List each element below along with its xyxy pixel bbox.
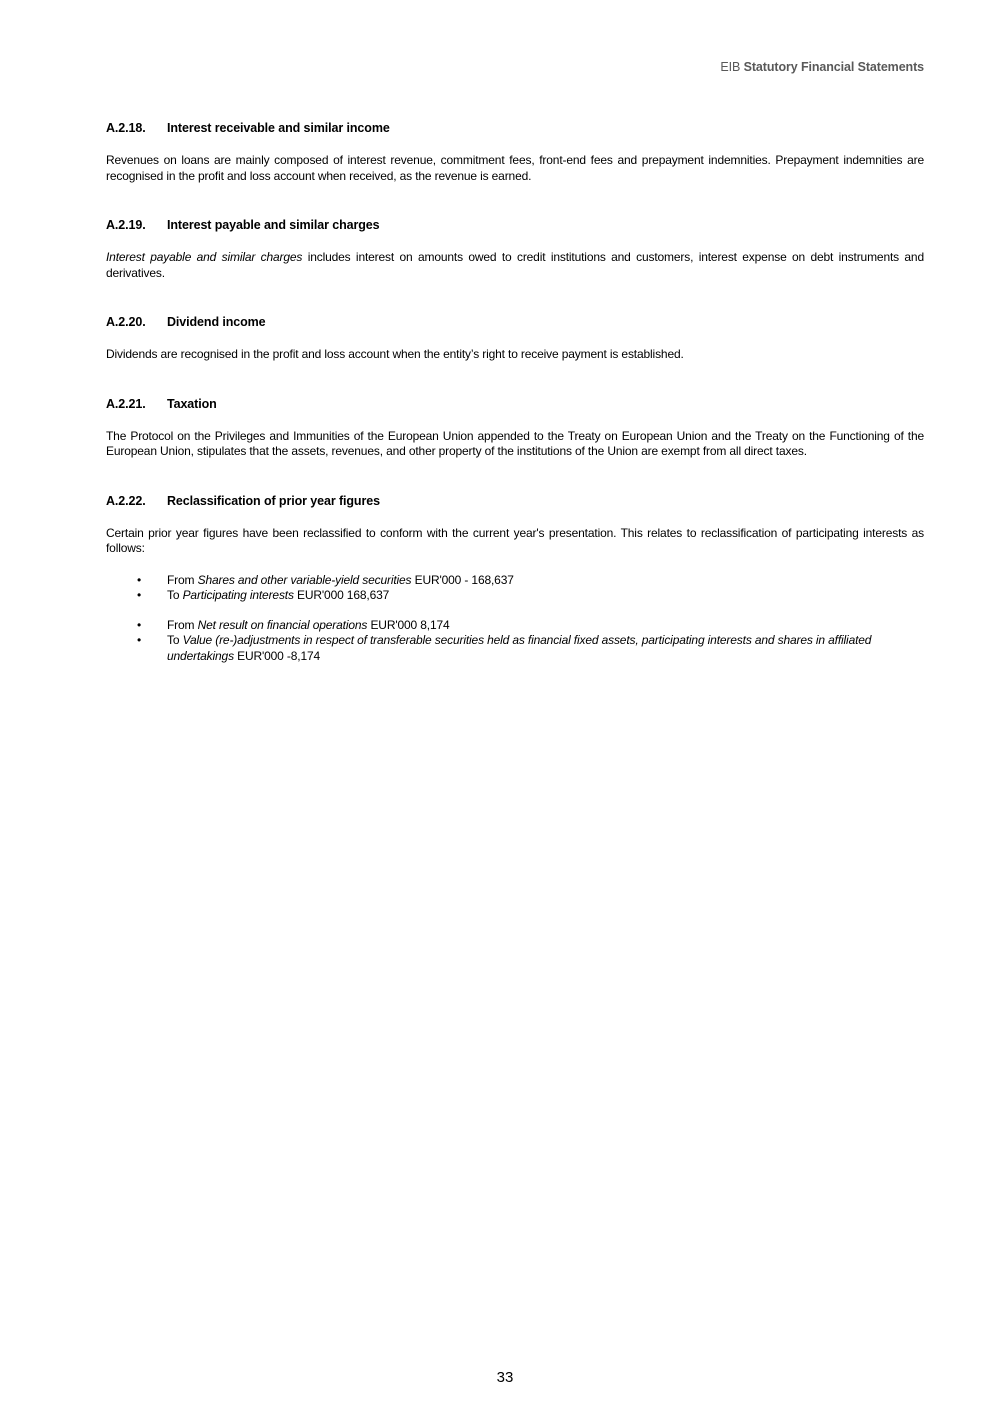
bullet-glyph: • xyxy=(137,617,142,632)
section-heading xyxy=(106,217,924,233)
section-interest-payable xyxy=(106,217,924,281)
section-taxation xyxy=(106,396,924,460)
bullet-prefix: To xyxy=(167,633,183,647)
bullet-glyph: • xyxy=(137,572,142,587)
bullet-italic-term: Value (re-)adjustments in respect of transferable securities held as financial fixed assets, participating interests and shares in affiliated undertakings xyxy=(167,633,872,663)
section-paragraph xyxy=(106,250,924,281)
bullet-amount: EUR'000 8,174 xyxy=(367,617,450,632)
bullet-list xyxy=(106,618,924,665)
header-title: Statutory Financial Statements xyxy=(743,60,924,74)
section-dividend-income xyxy=(106,314,924,363)
page-number: 33 xyxy=(496,1369,514,1386)
bullet-prefix: From xyxy=(167,572,198,587)
list-item xyxy=(106,573,924,589)
section-title: Interest receivable and similar income xyxy=(167,121,390,135)
bullet-prefix: To xyxy=(167,588,183,602)
list-item xyxy=(106,618,924,634)
list-item xyxy=(106,633,924,664)
paragraph-text: includes interest on amounts owed to credit institutions and customers, interest expense on debt instruments and derivatives. xyxy=(106,250,924,280)
section-paragraph: The Protocol on the Privileges and Immunities of the European Union appended to the Treaty on European Union and the Treaty on the Functioning of the European Union, stipulates that the assets, revenues, and other property of the institutions of the Union are exempt from all direct taxes. xyxy=(106,428,924,458)
bullet-glyph: • xyxy=(137,588,142,602)
section-heading xyxy=(106,493,924,509)
section-number: A.2.18. xyxy=(106,121,146,135)
page-header xyxy=(720,60,924,74)
section-heading xyxy=(106,120,924,136)
bullet-amount: EUR'000 - 168,637 xyxy=(411,572,514,587)
section-title: Dividend income xyxy=(167,315,266,329)
section-paragraph: Certain prior year figures have been reclassified to conform with the current year's presentation. This relates to reclassification of participating interests as follows: xyxy=(106,525,924,555)
bullet-glyph: • xyxy=(137,633,142,647)
section-reclassification xyxy=(106,493,924,665)
list-item xyxy=(106,588,924,604)
section-number: A.2.19. xyxy=(106,218,146,232)
bullet-prefix: From xyxy=(167,617,198,632)
italic-term: Interest payable and similar charges xyxy=(106,250,303,264)
bullet-amount: EUR'000 -8,174 xyxy=(233,648,321,663)
bullet-italic-term: Net result on financial operations xyxy=(197,617,368,632)
bullet-italic-term: Shares and other variable-yield securities xyxy=(197,572,412,587)
section-paragraph: Revenues on loans are mainly composed of interest revenue, commitment fees, front-end fees and prepayment indemnities. Prepayment indemnities are recognised in the profit and loss account when received, as the revenue is earned. xyxy=(106,153,924,183)
section-number: A.2.22. xyxy=(106,493,146,508)
section-heading xyxy=(106,396,924,412)
section-number: A.2.21. xyxy=(106,396,146,411)
header-eib: EIB xyxy=(720,60,741,74)
section-interest-receivable xyxy=(106,120,924,184)
section-heading xyxy=(106,314,924,330)
bullet-amount: EUR'000 168,637 xyxy=(293,588,390,602)
section-number: A.2.20. xyxy=(106,315,146,329)
section-title: Interest payable and similar charges xyxy=(167,218,380,232)
bullet-italic-term: Participating interests xyxy=(182,588,294,602)
section-title: Taxation xyxy=(167,396,217,411)
bullet-list xyxy=(106,573,924,604)
document-body xyxy=(106,120,924,664)
section-title: Reclassification of prior year figures xyxy=(167,493,380,508)
section-paragraph: Dividends are recognised in the profit and loss account when the entity’s right to receive payment is established. xyxy=(106,347,684,361)
